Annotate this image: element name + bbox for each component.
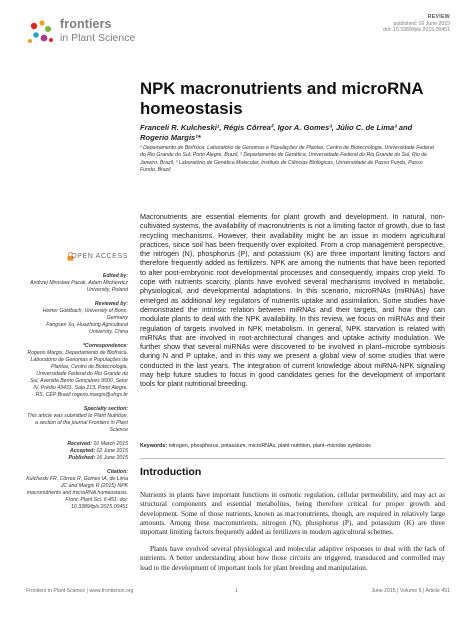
edited-by-value: Andrzej Miroslaw Pacak, Adam Mickiewicz University, Poland (30, 280, 128, 293)
journal-name: in Plant Science (60, 32, 136, 44)
received-value: 10 March 2015 (93, 441, 128, 447)
journal-logo (26, 16, 146, 50)
introduction-heading: Introduction (140, 466, 202, 478)
published-label: Published: (68, 455, 96, 461)
published-row (26, 455, 128, 462)
article-type: REVIEW (427, 14, 450, 20)
page-header (26, 14, 450, 54)
accepted-value: 02 June 2015 (96, 448, 128, 454)
author-list: Franceli R. Kulcheski¹, Régis Côrrea², Igor A. Gomes³, Júlio C. de Lima³ and Rogerio Margis¹* (140, 123, 413, 142)
citation-label: Citation: (106, 469, 128, 475)
reviewed-by-value: Heiner Goldbach, University of Bonn, Germany Fangsen Xu, Huazhong Agricultural University, China (42, 308, 128, 335)
affiliations: ¹ Departamento de Biofísica, Laboratório de Genomas e Populações de Plantas, Centro de Biotecnologia, Universidade Federal do Rio Grande do Sul, Porto Alegre, Brazil, ² Departamento de Genética, Universidade Federal do Rio Grande do Sul, Rio de Janeiro, Brazil, ³ Laboratório de Genética Molecular, Instituto de Ciências Biológicas, Universidade de Passo Fundo, Passo Fundo, Brazil (140, 145, 434, 173)
correspondence-label: *Correspondence: (83, 343, 128, 349)
article-sidebar (26, 252, 128, 518)
reviewed-by-block (26, 301, 128, 336)
abstract: Macronutrients are essential elements for plant growth and development. In natural, non-cultivated systems, the availability of macronutrients is not a limiting factor of growth, due to fast recycling mechanisms. However, their availability might be an issue in modern agricultural practices, since soil has been frequently over exploited. From a crop management perspective, the nitrogen (N), phosphorus (P), and potassium (K) are three important limiting factors and therefore frequently added as fertilizers. NPK are among the nutrients that have been reported to alter post-embryonic root developmental processes and consequently, impairs crop yield. To cope with nutrients scarcity, plants have evolved several mechanisms involved in metabolic, physiological, and developmental adaptations. In this scenario, microRNAs (miRNAs) have emerged as additional key regulators of nutrients uptake and assimilation. Some studies have demonstrated the intrinsic relation between miRNAs and their targets, and how they can modulate plants to deal with the NPK availability. In this review, we focus on miRNAs and their regulation of targets involved in NPK metabolism. In general, NPK starvation is related with miRNAs that are involved in root-architectural changes and uptake activity modulation. We further show that several miRNAs were discovered to be involved in plant–microbe symbiosis during N and P uptake, and in this way we present a global view of some studies that were conducted in the last years. The integration of current knowledge about miRNA-NPK signaling may help future studies to focus in good candidates genes for the development of important tools for plant nutritional breeding. (140, 213, 445, 389)
footer-issue: June 2015 | Volume 6 | Article 451 (371, 588, 450, 594)
edited-by-block (26, 273, 128, 294)
article-title: NPK macronutrients and microRNA homeostasis (140, 79, 423, 118)
article-meta (383, 14, 450, 34)
page-number: 1 (235, 588, 238, 594)
specialty-label: Specialty section: (83, 406, 128, 412)
keywords-label: Keywords: (140, 443, 168, 449)
citation-block (26, 469, 128, 511)
specialty-block (26, 406, 128, 434)
keywords (140, 443, 445, 450)
specialty-value: This article was submitted to Plant Nutrition, a section of the journal Frontiers in Plant Science (27, 413, 128, 433)
edited-by-label: Edited by: (102, 273, 128, 279)
frontiers-logo-icon (26, 18, 56, 46)
introduction-paragraph-2: Plants have evolved several physiological and molecular adaptive responses to deal with the lack of nutrients. A better understanding about how those circuits are triggered, transduced and controlled may lead to the development of important tools for plant breeding and manipulation. (140, 545, 445, 572)
open-access-label: OPEN ACCESS (71, 253, 128, 260)
correspondence-value[interactable]: Rogerio Margis, Departamento de Biofísica, Laboratório de Genomas e Populações de Plantas, Centro de Biotecnologia, Universidade Federal do Rio Grande do Sul, Avenida Bento Gonçalves 9500, Setor IV, Prédio 43431, Sala 213, Porto Alegre, RS, CEP Brazil rogerio.margis@ufrgs.br (27, 350, 128, 398)
received-label: Received: (67, 441, 92, 447)
section-divider (140, 458, 445, 459)
keywords-value: nitrogen, phosphorus, potassium, microRNAs, plant nutrition, plant–microbe symbiosis (168, 443, 371, 449)
received-row (26, 441, 128, 448)
reviewed-by-label: Reviewed by: (94, 301, 128, 307)
accepted-row (26, 448, 128, 455)
correspondence-block (26, 343, 128, 399)
page-footer (26, 588, 450, 598)
citation-value: Kulcheski FR, Côrrea R, Gomes IA, de Lima JC and Margis R (2015) NPK macronutrients and microRNA homeostasis. Front. Plant Sci. 6:451. doi: 10.3389/fpls.2015.00451 (26, 476, 128, 510)
published-value: 16 June 2015 (96, 455, 128, 461)
footer-journal[interactable]: Frontiers in Plant Science | www.frontiersin.org (26, 588, 134, 594)
open-access-row (26, 252, 128, 262)
introduction-paragraph-1: Nutrients in plants have important functions in osmotic regulation, cellular permeability, and may act as structural components and essential metabolites, being therefore critical for proper growth and development. Some of those nutrients, known as macronutrients, though, are required in relatively large amounts. Among these macronutrients, nitrogen (N), phosphorus (P), and potassium (K) are three important limiting factors frequently added as fertilizers in modern agricultural schemes. (140, 491, 445, 537)
doi-link[interactable]: doi: 10.3389/fpls.2015.00451 (383, 27, 450, 34)
logo-wordmark: frontiers (60, 17, 112, 31)
dates-block (26, 441, 128, 462)
accepted-label: Accepted: (70, 448, 96, 454)
published-date: published: 16 June 2015 (393, 20, 450, 27)
